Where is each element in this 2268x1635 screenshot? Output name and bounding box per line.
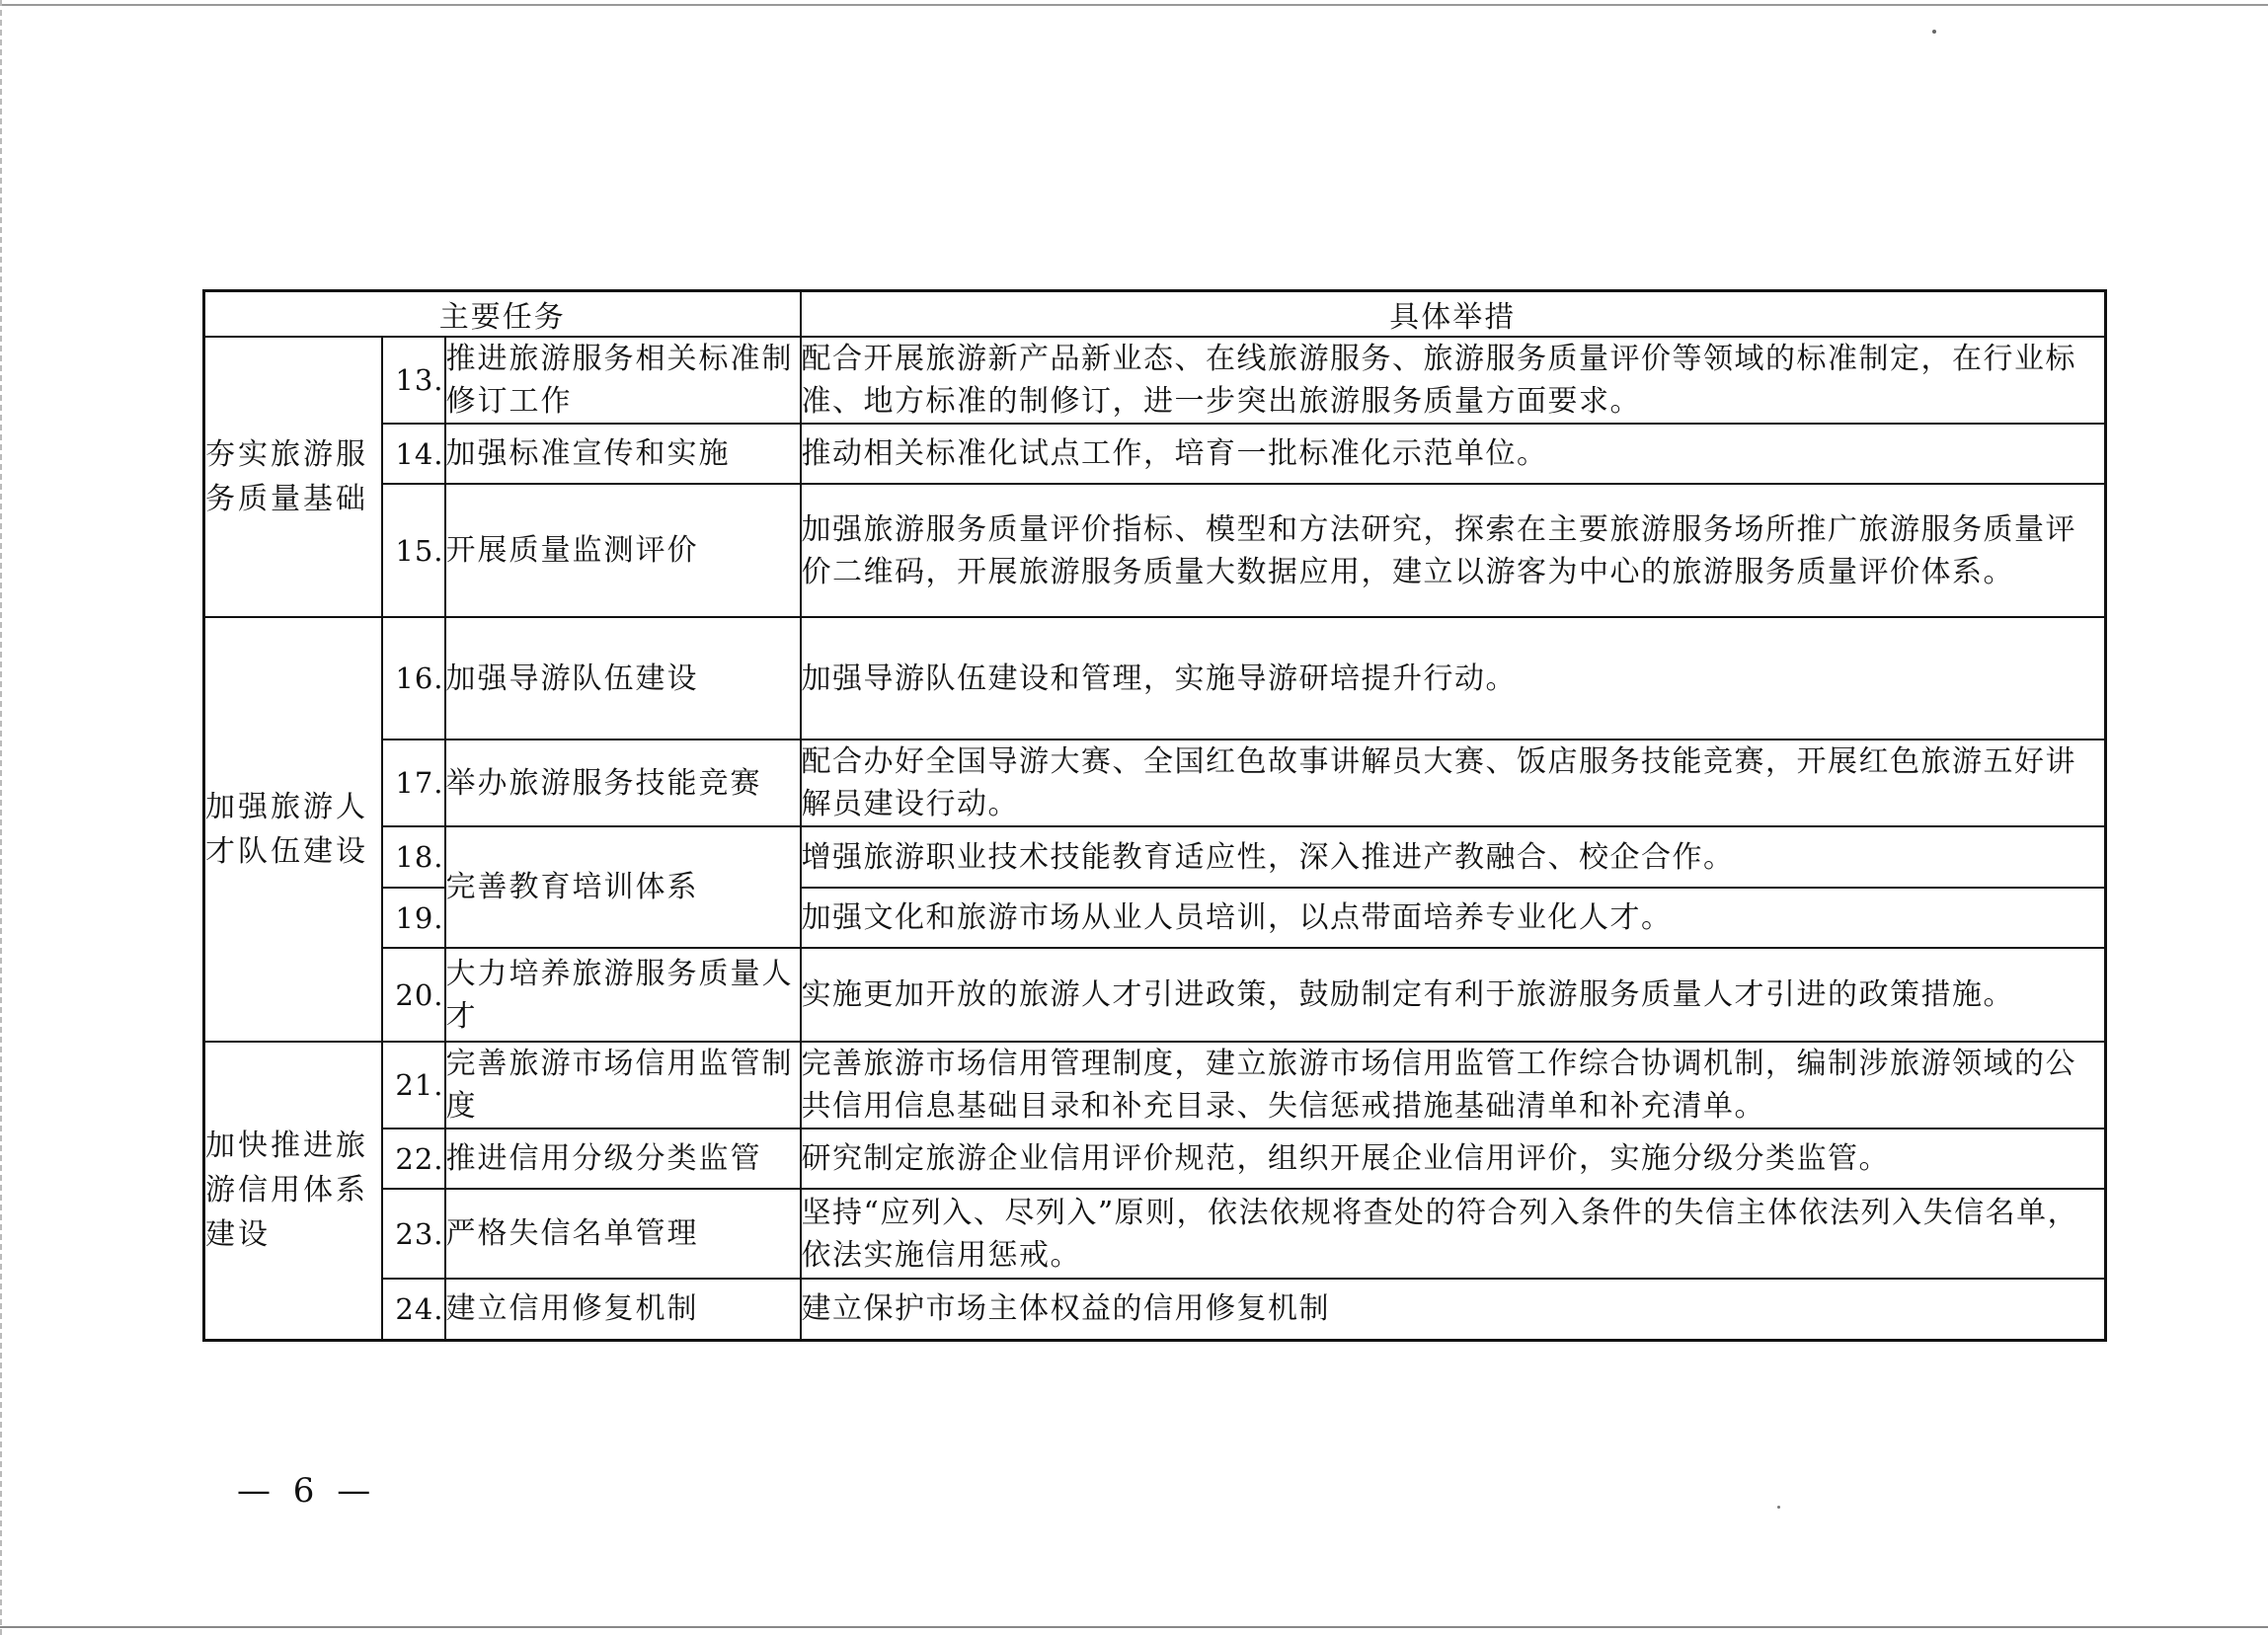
task-cell: 完善教育培训体系 bbox=[445, 826, 801, 948]
table-row bbox=[204, 826, 2106, 888]
row-number: 18. bbox=[382, 826, 445, 888]
row-number: 17. bbox=[382, 740, 445, 826]
task-cell: 加强标准宣传和实施 bbox=[445, 424, 801, 484]
table-row bbox=[204, 617, 2106, 740]
row-number: 13. bbox=[382, 337, 445, 424]
task-cell: 推进信用分级分类监管 bbox=[445, 1129, 801, 1189]
task-cell: 推进旅游服务相关标准制修订工作 bbox=[445, 337, 801, 424]
table-row bbox=[204, 948, 2106, 1042]
scan-top-edge bbox=[0, 4, 2268, 6]
table-header-row bbox=[204, 291, 2106, 338]
measure-cell: 加强文化和旅游市场从业人员培训，以点带面培养专业化人才。 bbox=[801, 888, 2106, 948]
measure-cell: 研究制定旅游企业信用评价规范，组织开展企业信用评价，实施分级分类监管。 bbox=[801, 1129, 2106, 1189]
task-measure-table bbox=[202, 289, 2107, 1342]
task-cell: 大力培养旅游服务质量人才 bbox=[445, 948, 801, 1042]
scan-speck bbox=[1932, 30, 1936, 34]
task-cell: 建立信用修复机制 bbox=[445, 1279, 801, 1340]
row-number: 23. bbox=[382, 1189, 445, 1279]
measure-cell: 增强旅游职业技术技能教育适应性，深入推进产教融合、校企合作。 bbox=[801, 826, 2106, 888]
table-row bbox=[204, 740, 2106, 826]
table-row bbox=[204, 1189, 2106, 1279]
measure-cell: 加强旅游服务质量评价指标、模型和方法研究，探索在主要旅游服务场所推广旅游服务质量评价二维码，开展旅游服务质量大数据应用，建立以游客为中心的旅游服务质量评价体系。 bbox=[801, 484, 2106, 617]
task-cell: 加强导游队伍建设 bbox=[445, 617, 801, 740]
measure-cell: 配合办好全国导游大赛、全国红色故事讲解员大赛、饭店服务技能竞赛，开展红色旅游五好讲解员建设行动。 bbox=[801, 740, 2106, 826]
table-row bbox=[204, 484, 2106, 617]
row-number: 19. bbox=[382, 888, 445, 948]
table-row bbox=[204, 1279, 2106, 1340]
task-cell: 开展质量监测评价 bbox=[445, 484, 801, 617]
table-row bbox=[204, 424, 2106, 484]
row-number: 22. bbox=[382, 1129, 445, 1189]
row-number: 14. bbox=[382, 424, 445, 484]
header-specific-measure: 具体举措 bbox=[801, 291, 2106, 338]
measure-cell: 加强导游队伍建设和管理，实施导游研培提升行动。 bbox=[801, 617, 2106, 740]
scan-bottom-edge bbox=[0, 1626, 2268, 1628]
measure-cell: 完善旅游市场信用管理制度，建立旅游市场信用监管工作综合协调机制，编制涉旅游领域的公共信用信息基础目录和补充目录、失信惩戒措施基础清单和补充清单。 bbox=[801, 1042, 2106, 1129]
row-number: 16. bbox=[382, 617, 445, 740]
measure-cell: 推动相关标准化试点工作，培育一批标准化示范单位。 bbox=[801, 424, 2106, 484]
table-row bbox=[204, 337, 2106, 424]
task-cell: 严格失信名单管理 bbox=[445, 1189, 801, 1279]
task-cell: 举办旅游服务技能竞赛 bbox=[445, 740, 801, 826]
scan-speck bbox=[1777, 1506, 1780, 1509]
measure-cell: 配合开展旅游新产品新业态、在线旅游服务、旅游服务质量评价等领域的标准制定，在行业标准、地方标准的制修订，进一步突出旅游服务质量方面要求。 bbox=[801, 337, 2106, 424]
row-number: 21. bbox=[382, 1042, 445, 1129]
header-main-task: 主要任务 bbox=[204, 291, 801, 338]
category-cell: 夯实旅游服务质量基础 bbox=[204, 337, 382, 617]
scan-left-edge bbox=[0, 0, 2, 1635]
measure-cell: 建立保护市场主体权益的信用修复机制 bbox=[801, 1279, 2106, 1340]
measure-cell: 实施更加开放的旅游人才引进政策，鼓励制定有利于旅游服务质量人才引进的政策措施。 bbox=[801, 948, 2106, 1042]
row-number: 15. bbox=[382, 484, 445, 617]
page-number: — 6 — bbox=[237, 1471, 377, 1511]
table-row bbox=[204, 1042, 2106, 1129]
table-row bbox=[204, 1129, 2106, 1189]
task-cell: 完善旅游市场信用监管制度 bbox=[445, 1042, 801, 1129]
row-number: 24. bbox=[382, 1279, 445, 1340]
category-cell: 加强旅游人才队伍建设 bbox=[204, 617, 382, 1042]
row-number: 20. bbox=[382, 948, 445, 1042]
measure-cell: 坚持“应列入、尽列入”原则，依法依规将查处的符合列入条件的失信主体依法列入失信名单，依法实施信用惩戒。 bbox=[801, 1189, 2106, 1279]
category-cell: 加快推进旅游信用体系建设 bbox=[204, 1042, 382, 1340]
